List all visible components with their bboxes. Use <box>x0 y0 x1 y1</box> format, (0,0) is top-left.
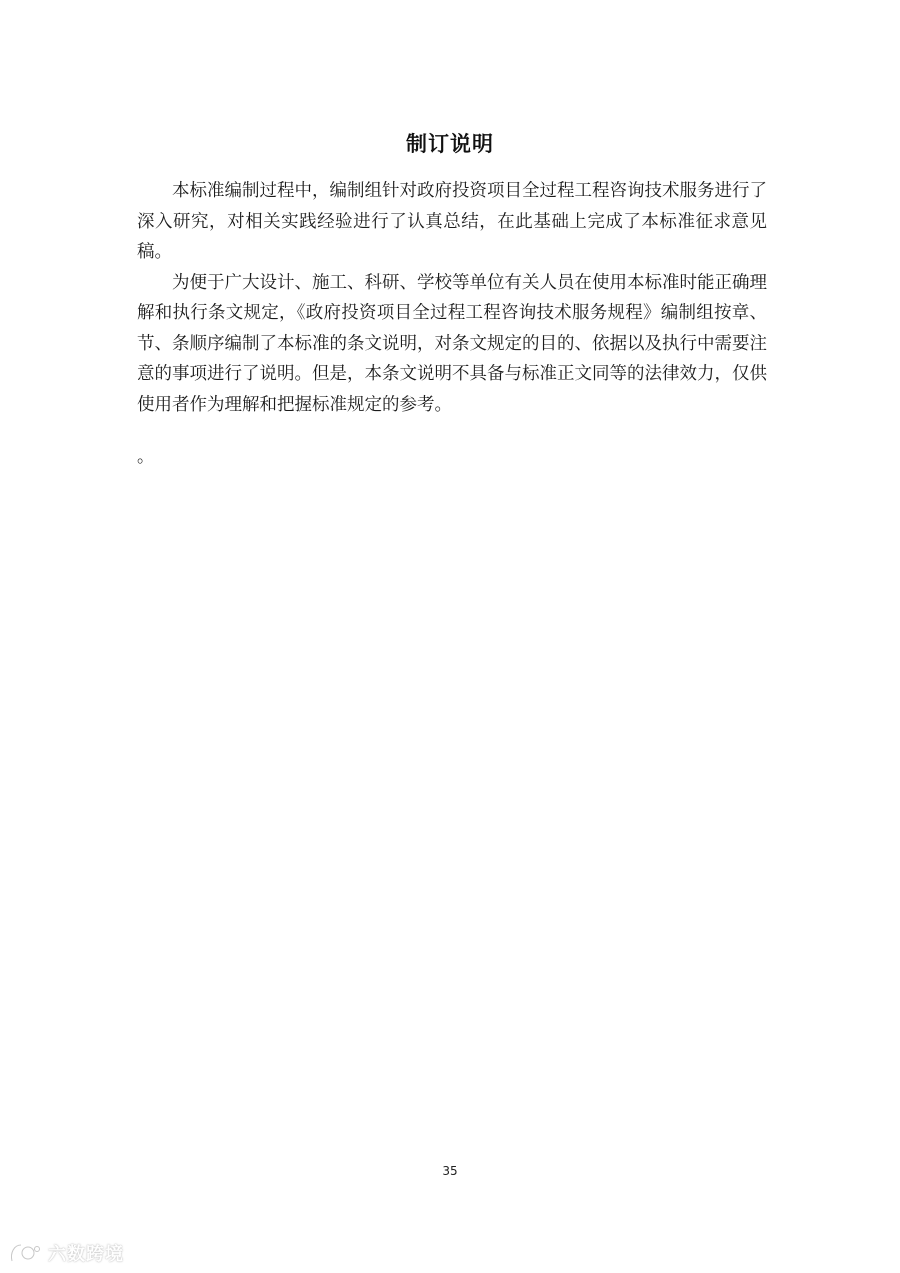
paragraph-2: 为便于广大设计、施工、科研、学校等单位有关人员在使用本标准时能正确理解和执行条文规定，《政府投资项目全过程工程咨询技术服务规程》编制组按章、节、条顺序编制了本标准的条文说明，对条文规定的目的、依据以及执行中需要注意的事项进行了说明。但是，本条文说明不具备与标准正文同等的法律效力，仅供使用者作为理解和把握标准规定的参考。 <box>137 272 767 415</box>
page-number: 35 <box>442 1164 458 1178</box>
paragraph-1: 本标准编制过程中，编制组针对政府投资项目全过程工程咨询技术服务进行了深入研究，对相关实践经验进行了认真总结，在此基础上完成了本标准征求意见稿。 <box>137 181 767 262</box>
stray-punctuation: 。 <box>137 447 154 467</box>
body-text <box>137 176 767 420</box>
page-title: 制订说明 <box>406 132 494 156</box>
watermark-logo-icon <box>8 1241 42 1265</box>
watermark <box>8 1240 124 1266</box>
watermark-text: 六数跨境 <box>48 1244 124 1265</box>
